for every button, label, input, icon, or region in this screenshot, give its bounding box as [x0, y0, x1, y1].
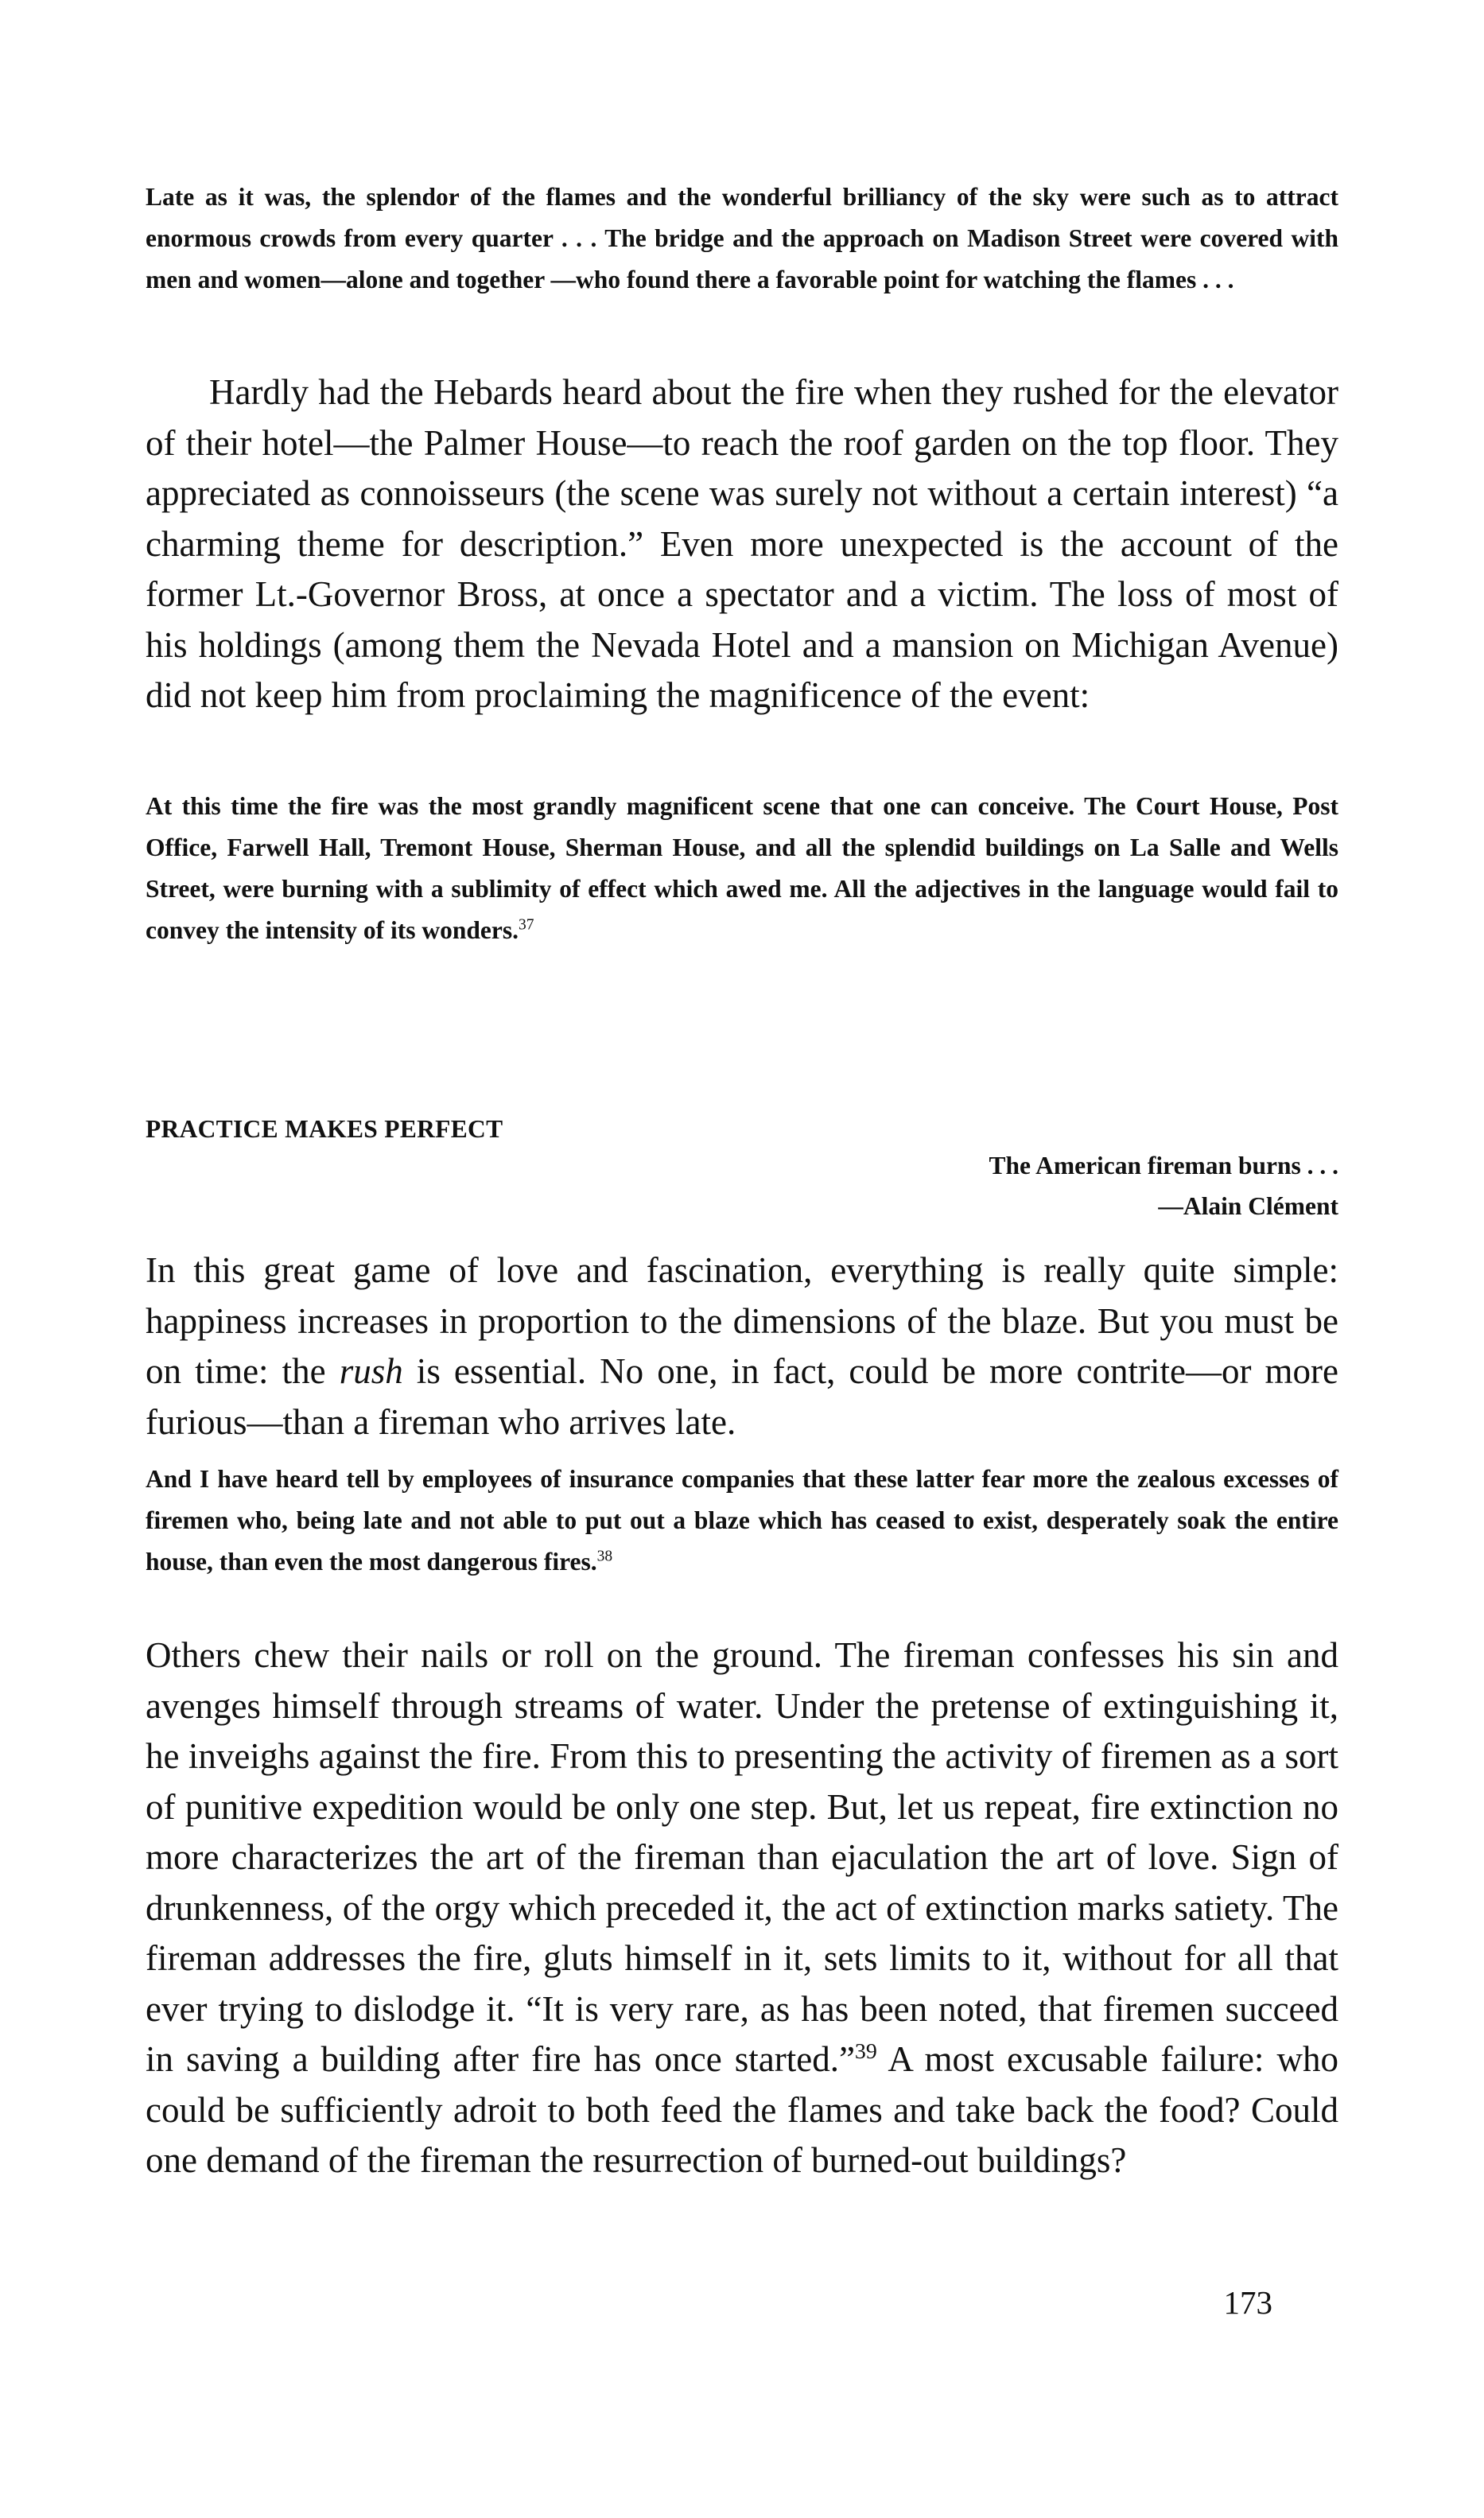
paragraph-text-end: is essential. No one, in fact, could be more contrite—or more furious—than a fireman who arrives late. — [146, 1351, 1338, 1442]
block-quote-text — [146, 786, 1338, 951]
paragraph-others — [146, 1630, 1338, 2186]
paragraph-text — [146, 1245, 1338, 1447]
block-quote-text — [146, 1459, 1338, 1583]
paragraph-game — [146, 1245, 1338, 1447]
block-quote-bross — [146, 786, 1338, 951]
epigraph-quote: The American fireman burns . . . — [989, 1152, 1338, 1179]
paragraph-text-end: A most excusable failure: who could be sufficiently adroit to both feed the flames and take back the food? Could one demand of the fireman the resurrection of burned-out buildings? — [146, 2039, 1338, 2180]
paragraph-text-start: Others chew their nails or roll on the ground. The fireman confesses his sin and avenges himself through streams of water. Under the pretense of extinguishing it, he inveighs against the fire. From this to presenting the activity of firemen as a sort of punitive expedition would be only one step. But, let us repeat, fire extinction no more characterizes the art of the fireman than ejaculation the art of love. Sign of drunkenness, of the orgy which preceded it, the act of extinction marks satiety. The fireman addresses the fire, gluts himself in it, sets limits to it, without for all that ever trying to dislodge it. “It is very rare, as has been noted, that firemen succeed in saving a building after fire has once started.” — [146, 1635, 1338, 2079]
section-header — [146, 1113, 1338, 1220]
block-quote-text: Late as it was, the splendor of the flames and the wonderful brilliancy of the sky were such as to attract enormous crowds from every quarter . . . The bridge and the approach on Madison Street were covered with men and women—alone and together —who found there a favorable point for watching the flames . . . — [146, 183, 1338, 293]
paragraph-text-start: In this great game of love and fascination, everything is really quite simple: happiness increases in proportion to the dimensions of the blaze. But you must be on time: the — [146, 1250, 1338, 1391]
block-quote-crowds — [146, 177, 1338, 301]
footnote-marker: 38 — [596, 1548, 613, 1565]
page-number: 173 — [1223, 2284, 1272, 2321]
block-quote-body: At this time the fire was the most grandly magnificent scene that one can conceive. The Court House, Post Office, Farwell Hall, Tremont House, Sherman House, and all the splendid buildings on La Salle and Wells Street, were burning with a sublimity of effect which awed me. All the adjectives in the language would fail to convey the intensity of its wonders. — [146, 792, 1338, 944]
paragraph-text: Hardly had the Hebards heard about the fire when they rushed for the elevator of their hotel—the Palmer House—to reach the roof garden on the top floor. They appreciated as connoisseurs (the scene was surely not without a certain interest) “a charming theme for description.” Even more unexpected is the account of the former Lt.-Governor Bross, at once a spectator and a victim. The loss of most of his holdings (among them the Nevada Hotel and a mansion on Michigan Avenue) did not keep him from proclaiming the magnificence of the event: — [146, 372, 1338, 715]
epigraph-author: —Alain Clément — [1158, 1192, 1338, 1220]
block-quote-body: And I have heard tell by employees of insurance companies that these latter fear more the zealous excesses of firemen who, being late and not able to put out a blaze which has ceased to exist, desperately soak the entire house, than even the most dangerous fires. — [146, 1465, 1338, 1576]
emphasis-rush: rush — [339, 1351, 403, 1391]
epigraph — [989, 1145, 1338, 1226]
footnote-marker: 37 — [518, 916, 534, 934]
block-quote-insurance — [146, 1459, 1338, 1583]
footnote-marker: 39 — [854, 2039, 877, 2064]
paragraph-hebards — [146, 367, 1338, 721]
paragraph-text — [146, 1630, 1338, 2186]
section-heading: PRACTICE MAKES PERFECT — [146, 1115, 503, 1143]
